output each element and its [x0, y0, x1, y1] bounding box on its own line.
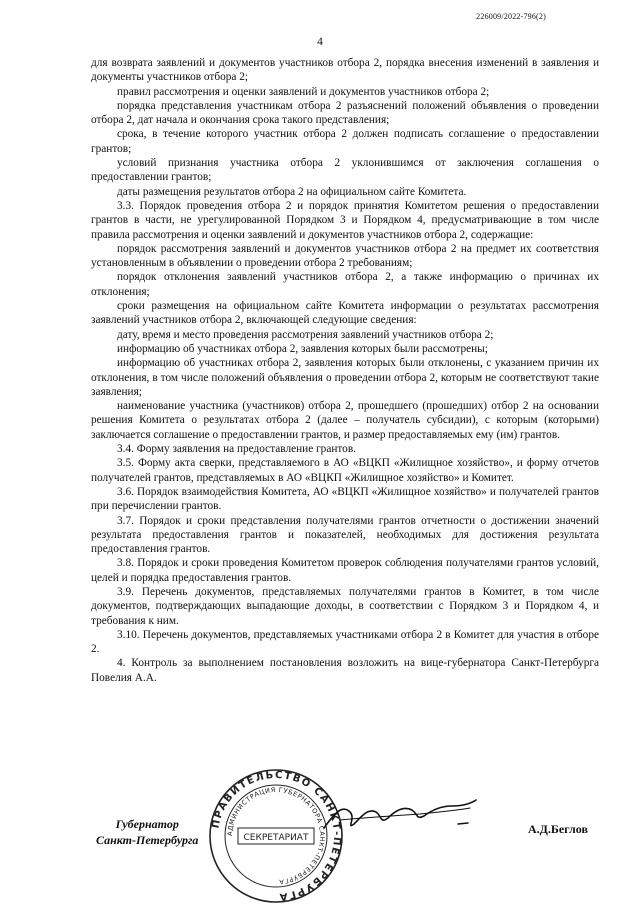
document-registration-number: 226009/2022-796(2)	[476, 12, 546, 21]
paragraph: 3.5. Форму акта сверки, представляемого в АО «ВЦКП «Жилищное хозяйство», и форму отчетов получателей грантов, представляемых в АО «ВЦКП «Жилищное хозяйство» и Комитет.	[91, 457, 599, 484]
paragraph: порядок отклонения заявлений участников отбора 2, а также информацию о причинах их отклонения;	[91, 271, 599, 298]
paragraph: информацию об участниках отбора 2, заявления которых были рассмотрены;	[117, 342, 488, 355]
paragraph: порядка представления участникам отбора 2 разъяснений положений объявления о проведении отбора 2, дат начала и окончания срока такого представления;	[91, 99, 599, 127]
paragraph: для возврата заявлений и документов участников отбора 2, порядка внесения изменений в заявления и документы участников отбора 2;	[91, 57, 599, 84]
paragraph: порядок рассмотрения заявлений и документов участников отбора 2 на предмет их соответствия установленным в объявлении о проведении отбора 2 требованиям;	[91, 242, 599, 270]
handwritten-signature	[320, 790, 480, 840]
paragraph: 3.7. Порядок и сроки представления получателями грантов отчетности о достижении значений результата предоставления грантов и показателей, необходимых для достижения результата предоставления грантов.	[91, 514, 599, 556]
paragraph: 3.3. Порядок проведения отбора 2 и порядок принятия Комитетом решения о предоставлении грантов в части, не урегулированной Порядком 3 и Порядком 4, предусматривающие в том числе правила рассмотрения и оценки заявлений и документов участников отбора 2, содержащие:	[91, 199, 599, 241]
signatory-position	[96, 816, 198, 848]
paragraph: 3.9. Перечень документов, представляемых получателями грантов в Комитет, в том числе документов, подтверждающих выпадающие доходы, в соответствии с Порядком 3 и Порядком 4, и требования к ним.	[91, 585, 599, 627]
paragraph: дату, время и место проведения рассмотрения заявлений участников отбора 2;	[117, 328, 494, 341]
page-number: 4	[317, 36, 323, 48]
position-line: Санкт-Петербурга	[96, 833, 199, 847]
paragraph: 4. Контроль за выполнением постановления возложить на вице-губернатора Санкт-Петербурга Повелия А.А.	[91, 657, 599, 684]
paragraph: 3.6. Порядок взаимодействия Комитета, АО «ВЦКП «Жилищное хозяйство» и получателей грантов при перечислении грантов.	[91, 485, 599, 513]
paragraph: информацию об участниках отбора 2, заявления которых были отклонены, с указанием причин их отклонения, в том числе положений объявления о проведении отбора 2, которым не соответствуют такие заявления;	[91, 357, 599, 398]
seal-center-text: СЕКРЕТАРИАТ	[243, 833, 309, 843]
seal-inner-text: АДМИНИСТРАЦИЯ ГУБЕРНАТОРА САНКТ-ПЕТЕРБУРГА	[225, 785, 327, 886]
paragraph: сроки размещения на официальном сайте Комитета информации о результатах рассмотрения заявлений участников отбора 2, включающей следующие сведения:	[91, 300, 599, 327]
document-body	[91, 56, 599, 685]
signatory-name: А.Д.Беглов	[528, 822, 588, 836]
position-line: Губернатор	[115, 817, 179, 831]
paragraph: 3.4. Форму заявления на предоставление грантов.	[117, 443, 356, 456]
paragraph: 3.10. Перечень документов, представляемых участниками отбора 2 в Комитет для участия в отборе 2.	[91, 628, 599, 656]
paragraph: 3.8. Порядок и сроки проведения Комитетом проверок соблюдения получателями грантов условий, целей и порядка предоставления грантов.	[91, 557, 599, 584]
seal-outer-text: ПРАВИТЕЛЬСТВО САНКТ-ПЕТЕРБУРГА	[210, 769, 343, 903]
paragraph: даты размещения результатов отбора 2 на официальном сайте Комитета.	[117, 185, 467, 198]
paragraph: срока, в течение которого участник отбора 2 должен подписать соглашение о предоставлении грантов;	[91, 128, 599, 155]
paragraph: условий признания участника отбора 2 уклонившимся от заключения соглашения о предоставлении грантов;	[91, 157, 599, 184]
paragraph: правил рассмотрения и оценки заявлений и документов участников отбора 2;	[117, 85, 490, 98]
paragraph: наименование участника (участников) отбора 2, прошедшего (прошедших) отбор 2 на основании решения Комитета о результатах отбора 2 (далее – получатель субсидии), с которым (которыми) заключается соглашение о предоставлении грантов, и размер предоставляемых ему (им) грантов.	[91, 400, 599, 441]
